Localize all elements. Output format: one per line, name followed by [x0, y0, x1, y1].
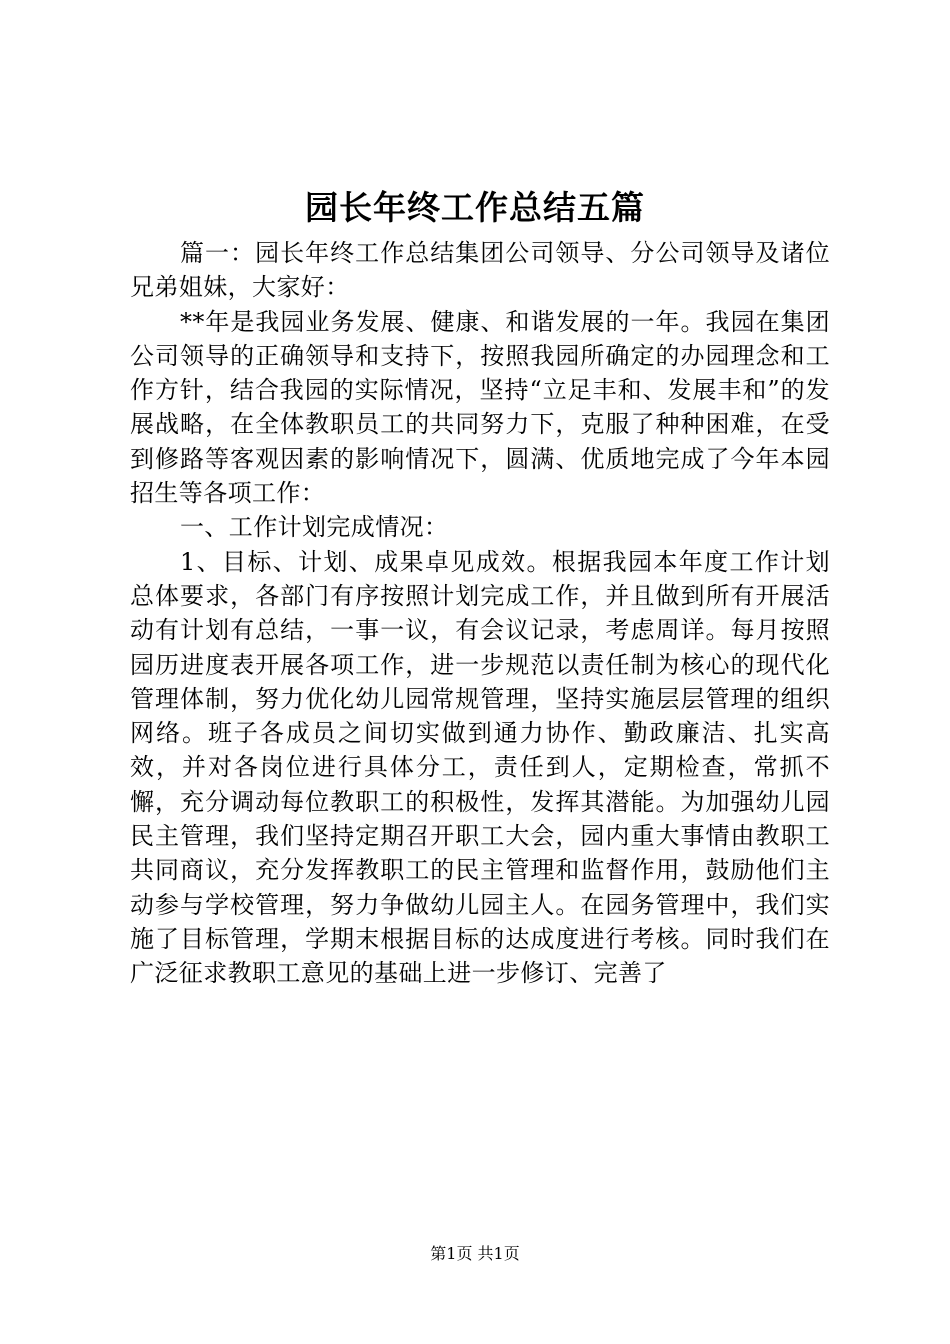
- paragraph-goals: 1、目标、计划、成果卓见成效。根据我园本年度工作计划总体要求，各部门有序按照计划完成工作，并且做到所有开展活动有计划有总结，一事一议，有会议记录，考虑周详。每月按照园历进度表开展各项工作，进一步规范以责任制为核心的现代化管理体制，努力优化幼儿园常规管理，坚持实施层层管理的组织网络。班子各成员之间切实做到通力协作、勤政廉洁、扎实高效，并对各岗位进行具体分工，责任到人，定期检查，常抓不懈，充分调动每位教职工的积极性，发挥其潜能。为加强幼儿园民主管理，我们坚持定期召开职工大会，园内重大事情由教职工共同商议，充分发挥教职工的民主管理和监督作用，鼓励他们主动参与学校管理，努力争做幼儿园主人。在园务管理中，我们实施了目标管理，学期末根据目标的达成度进行考核。同时我们在广泛征求教职工意见的基础上进一步修订、完善了: [130, 547, 830, 988]
- paragraph-intro: 篇一：园长年终工作总结集团公司领导、分公司领导及诸位兄弟姐妹，大家好：: [130, 239, 830, 302]
- document-body: [130, 236, 830, 991]
- document-title: 园长年终工作总结五篇: [305, 188, 645, 227]
- section-heading: 一、工作计划完成情况：: [180, 513, 449, 542]
- paragraph-overview: **年是我园业务发展、健康、和谐发展的一年。我园在集团公司领导的正确领导和支持下，按照我园所确定的办园理念和工作方针，结合我园的实际情况，坚持“立足丰和、发展丰和”的发展战略，在全体教职员工的共同努力下，克服了种种困难，在受到修路等客观因素的影响情况下，圆满、优质地完成了今年本园招生等各项工作：: [130, 307, 830, 508]
- page-footer: 第1页 共1页: [430, 1244, 520, 1263]
